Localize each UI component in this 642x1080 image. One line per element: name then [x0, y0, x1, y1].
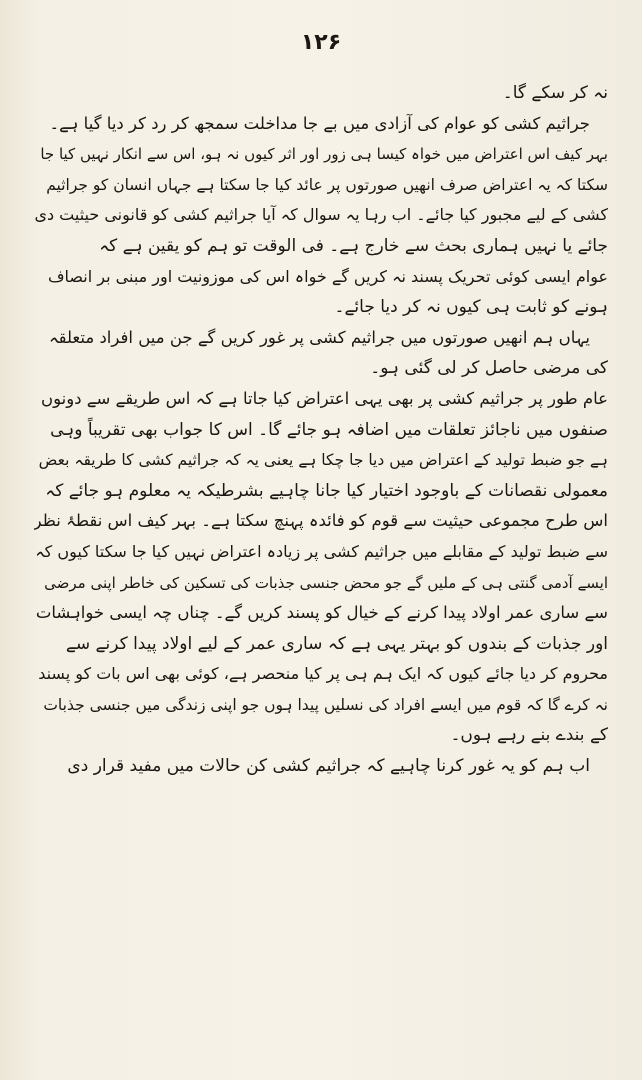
text-line: جراثیم کشی کو عوام کی آزادی میں بے جا مداخلت سمجھ کر رد کر دیا گیا ہے۔ — [49, 113, 590, 133]
text-line: اس طرح مجموعی حیثیت سے قوم کو فائدہ پہنچ سکتا ہے۔ بہر کیف اس نقطۂ نظر — [34, 511, 608, 531]
text-line: ایسے آدمی گنتی ہی کے ملیں گے جو محض جنسی جذبات کی تسکین کی خاطر اپنی مرضی — [44, 573, 608, 592]
text-line: سے ضبط تولید کے مقابلے میں جراثیم کشی پر زیادہ اعتراض نہیں کیا جا سکتا کیوں کہ — [35, 541, 608, 561]
text-line: محروم کر دیا جائے کیوں کہ ایک ہم ہی پر کیا منحصر ہے، کوئی بھی اس بات کو پسند — [38, 664, 608, 684]
text-line: سے ساری عمر اولاد پیدا کرنے کے خیال کو پسند کریں گے۔ چناں چہ ایسی خواہشات — [35, 603, 608, 623]
text-line: کی مرضی حاصل کر لی گئی ہو۔ — [370, 358, 608, 379]
body-text — [34, 78, 608, 782]
text-line: صنفوں میں ناجائز تعلقات میں اضافہ ہو جائے گا۔ اس کا جواب بھی تقریباً وہی — [50, 419, 608, 440]
text-line: معمولی نقصانات کے باوجود اختیار کیا جانا چاہیے بشرطیکہ یہ معلوم ہو جائے کہ — [45, 480, 608, 501]
text-line: ہے جو ضبط تولید کے اعتراض میں دیا جا چکا ہے یعنی یہ کہ جراثیم کشی کا طریقہ بعض — [38, 451, 608, 470]
text-line: اب ہم کو یہ غور کرنا چاہیے کہ جراثیم کشی کن حالات میں مفید قرار دی — [67, 756, 590, 777]
text-line: ہونے کو ثابت ہی کیوں نہ کر دیا جائے۔ — [334, 297, 608, 318]
text-line: عام طور پر جراثیم کشی پر بھی یہی اعتراض کیا جاتا ہے کہ اس طریقے سے دونوں — [41, 388, 608, 408]
text-line: کے بندے بنے رہے ہوں۔ — [450, 725, 608, 746]
text-line: کشی کے لیے مجبور کیا جائے۔ اب رہا یہ سوال کہ آیا جراثیم کشی کو قانونی حیثیت دی — [34, 205, 608, 225]
text-line: نہ کر سکے گا۔ — [502, 83, 608, 103]
text-line: عوام ایسی کوئی تحریک پسند نہ کریں گے خواہ اس کی موزونیت اور مبنی بر انصاف — [47, 266, 608, 286]
text-line: جائے یا نہیں ہماری بحث سے خارج ہے۔ فی الوقت تو ہم کو یقین ہے کہ — [99, 235, 608, 256]
text-line: بہر کیف اس اعتراض میں خواہ کیسا ہی زور اور اثر کیوں نہ ہو، اس سے انکار نہیں کیا جا — [40, 145, 608, 164]
text-line: یہاں ہم انھیں صورتوں میں جراثیم کشی پر غور کریں گے جن میں افراد متعلقہ — [48, 327, 590, 347]
page-number: ۱۲۶ — [300, 30, 342, 55]
text-line: نہ کرے گا کہ قوم میں ایسے افراد کی نسلیں پیدا ہوں جو اپنی زندگی میں جنسی جذبات — [43, 695, 608, 714]
text-line: سکتا کہ یہ اعتراض صرف انھیں صورتوں پر عائد کیا جا سکتا ہے جہاں انسان کو جراثیم — [46, 175, 608, 194]
text-line: اور جذبات کے بندوں کو بہتر یہی ہے کہ ساری عمر کے لیے اولاد پیدا کرنے سے — [65, 633, 608, 654]
